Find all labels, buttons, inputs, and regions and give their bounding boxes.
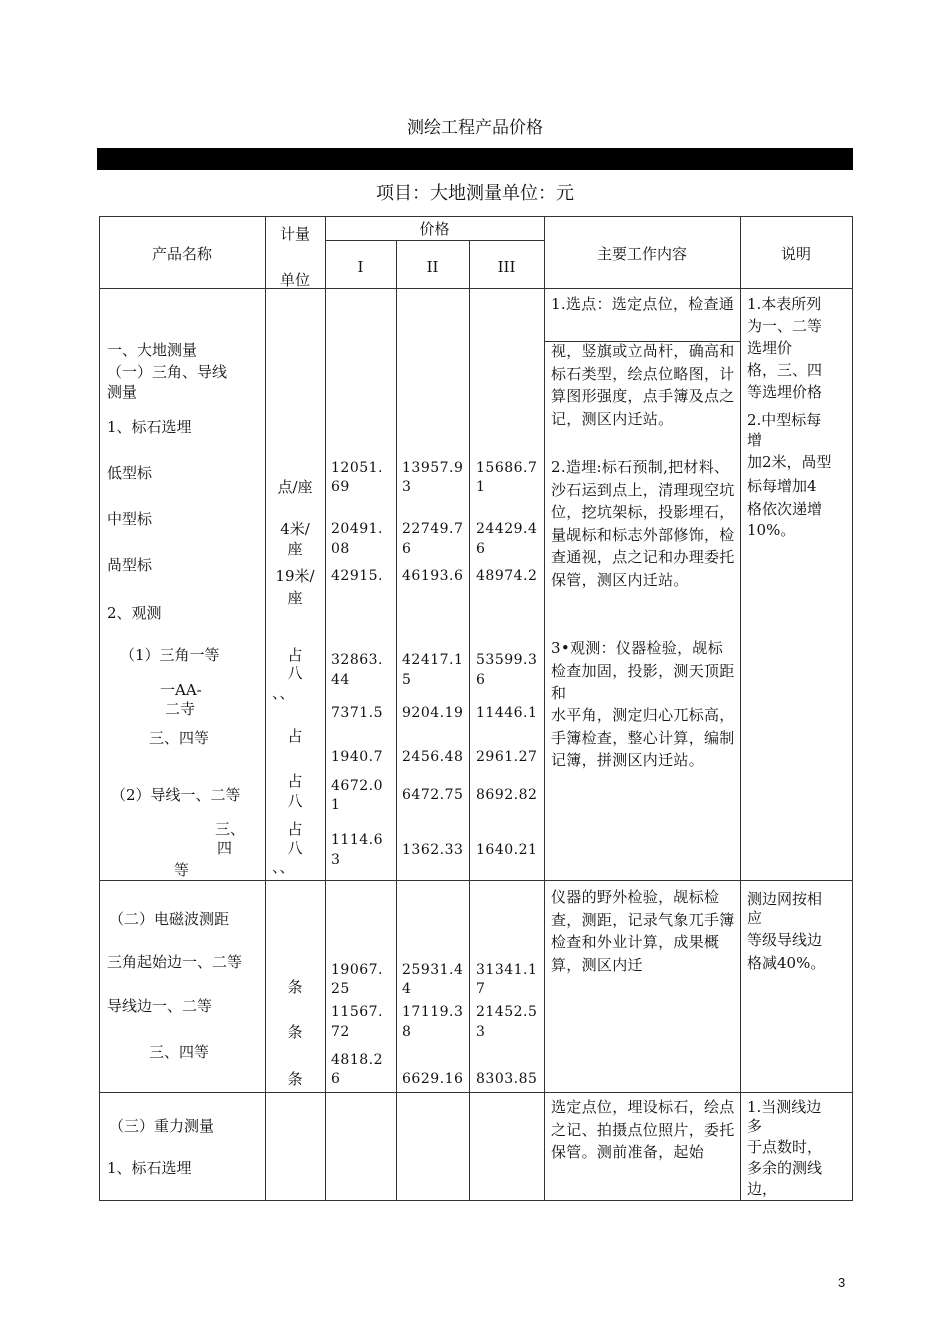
product-name: 三、四等 [149, 1043, 210, 1061]
price-grade-3: 24429.4 [476, 521, 538, 537]
product-name: 二寺 [165, 700, 196, 718]
work-content: 视，竖旗或立咼杆，确高和标石类型，绘点位略图，计算图形强度，点手簿及点之记，测区内迁站。 [551, 342, 735, 428]
table-subtitle: 项目：大地测量单位：元 [376, 183, 574, 204]
header-bar [97, 148, 853, 170]
price-grade-2: 4 [402, 981, 412, 997]
unit-cell: 条 [287, 1023, 303, 1041]
column-divider [544, 216, 545, 1201]
price-grade-1: 08 [331, 541, 350, 557]
price-grade-1: 4818.2 [331, 1052, 383, 1068]
price-grade-1: 1114.6 [331, 832, 383, 848]
product-name: 低型标 [107, 464, 153, 482]
section-divider [99, 1092, 853, 1093]
price-grade-3: 3 [476, 1024, 486, 1040]
product-name: （一）三角、导线 [107, 363, 228, 381]
price-grade-1: 11567. [331, 1004, 383, 1020]
unit-cell: 占 [287, 772, 303, 790]
header-work: 主要工作内容 [596, 245, 687, 263]
product-name: 一AA- [160, 681, 202, 699]
note-line: 1.本表所列 [747, 295, 822, 313]
product-name: （1）三角一等 [120, 646, 220, 664]
price-grade-1: 69 [331, 479, 350, 495]
price-grade-2: 6 [402, 541, 412, 557]
work-content: 3•观测：仪器检验，觇标检查加固，投影，测天顶距和 [551, 639, 735, 702]
price-grade-2: 1362.33 [402, 842, 464, 858]
price-grade-2: 2456.48 [402, 749, 464, 765]
price-grade-1: 6 [331, 1071, 341, 1087]
note-line: 2.中型标每 [747, 411, 822, 429]
price-grade-1: 3 [331, 852, 341, 868]
price-grade-1: 42915. [331, 568, 383, 584]
price-grade-2: 46193.6 [402, 568, 464, 584]
price-grade-3: 1640.21 [476, 842, 538, 858]
price-grade-3: 53599.3 [476, 652, 538, 668]
table-border-bottom [99, 1200, 853, 1201]
price-grade-3: 7 [476, 981, 486, 997]
header-unit-top: 计量 [279, 225, 310, 243]
product-name: （二）电磁波测距 [109, 910, 230, 928]
note-line: 多余的测线 [747, 1159, 823, 1177]
product-name: 四 [217, 839, 233, 857]
price-grade-1: 1940.7 [331, 749, 383, 765]
product-name: 测量 [107, 383, 138, 401]
page-number: 3 [838, 1275, 846, 1290]
note-line: 格减40%。 [747, 954, 826, 972]
price-grade-1: 19067. [331, 962, 383, 978]
product-name: 等 [174, 861, 190, 879]
note-line: 标每增加4 [747, 477, 817, 495]
note-line: 等级导线边 [747, 931, 823, 949]
note-line: 多 [747, 1117, 763, 1135]
price-grade-2: 25931.4 [402, 962, 464, 978]
unit-cell: 占 [287, 727, 303, 745]
product-name: 1、标石选埋 [107, 418, 192, 436]
product-name: 三、 [215, 820, 246, 838]
header-product-name: 产品名称 [151, 245, 212, 263]
note-line: 格，三、四 [747, 361, 823, 379]
product-name: 中型标 [107, 510, 153, 528]
price-grade-1: 20491. [331, 521, 383, 537]
header-note: 说明 [780, 245, 811, 263]
section-divider [99, 880, 853, 881]
note-line: 10%。 [747, 521, 796, 539]
header-grade-2: II [426, 258, 439, 276]
note-line: 加2米，咼型 [747, 453, 832, 471]
column-divider [325, 216, 326, 1201]
note-line: 为一、二等 [747, 317, 823, 335]
price-grade-1: 4672.0 [331, 778, 383, 794]
unit-cell: 、、 [272, 858, 295, 876]
header-unit-bottom: 单位 [279, 271, 310, 289]
unit-cell: 条 [287, 978, 303, 996]
price-grade-2: 6629.16 [402, 1071, 464, 1087]
price-grade-3: 31341.1 [476, 962, 538, 978]
price-grade-2: 17119.3 [402, 1004, 464, 1020]
price-grade-3: 2961.27 [476, 749, 538, 765]
table-border-right [852, 216, 853, 1201]
header-price: 价格 [419, 220, 450, 238]
unit-cell: 条 [287, 1070, 303, 1088]
product-name: 导线边一、二等 [107, 997, 213, 1015]
column-divider [265, 216, 266, 1201]
work-content: 选定点位，埋设标石，绘点之记、拍摄点位照片，委托保管。测前准备，起始 [551, 1098, 735, 1161]
header-bottom-line [99, 288, 853, 289]
price-grade-3: 8303.85 [476, 1071, 538, 1087]
price-grade-1: 1 [331, 797, 341, 813]
price-grade-1: 44 [331, 672, 350, 688]
note-line: 1.当测线边 [747, 1098, 822, 1116]
unit-cell: 19米/ [275, 567, 315, 585]
work-content: 水平角，测定归心兀标高，手簿检查，整心计算，编制记簿，拼测区内迁站。 [551, 706, 735, 769]
price-grade-2: 13957.9 [402, 460, 464, 476]
product-name: 三角起始边一、二等 [107, 953, 243, 971]
product-name: 三、四等 [149, 729, 210, 747]
note-line: 增 [747, 431, 763, 449]
price-grade-3: 11446.1 [476, 705, 538, 721]
price-grade-3: 21452.5 [476, 1004, 538, 1020]
price-grade-1: 12051. [331, 460, 383, 476]
table-border-left [99, 216, 100, 1201]
table-border-top [99, 216, 853, 217]
work-content: 2.造埋:标石预制,把材料、沙石运到点上，清理现空坑位，挖坑架标，投影埋石，量觇标和标志外部修饰，检查通视，点之记和办理委托保管，测区内迁站。 [551, 458, 735, 589]
price-grade-3: 15686.7 [476, 460, 538, 476]
note-line: 边， [747, 1180, 778, 1198]
unit-cell: 八 [287, 839, 303, 857]
product-name: （2）导线一、二等 [111, 786, 241, 804]
product-name: 1、标石选埋 [107, 1159, 192, 1177]
price-grade-3: 8692.82 [476, 787, 538, 803]
product-name: 一、大地测量 [107, 341, 198, 359]
document-title: 测绘工程产品价格 [407, 118, 543, 138]
product-name: 2、观测 [107, 604, 162, 622]
column-divider [396, 240, 397, 1201]
price-grade-1: 25 [331, 981, 350, 997]
product-name: （三）重力测量 [109, 1117, 215, 1135]
price-grade-1: 32863. [331, 652, 383, 668]
price-grade-1: 72 [331, 1024, 350, 1040]
work-content: 1.选点：选定点位，检查通 [551, 295, 735, 313]
price-grade-2: 9204.19 [402, 705, 464, 721]
unit-cell: 占 [287, 646, 303, 664]
unit-cell: 座 [287, 540, 303, 558]
price-grade-2: 22749.7 [402, 521, 464, 537]
unit-cell: 、、 [272, 684, 295, 702]
note-line: 等选埋价格 [747, 383, 823, 401]
price-subheader-line [325, 240, 544, 241]
price-grade-2: 42417.1 [402, 652, 464, 668]
price-grade-2: 8 [402, 1024, 412, 1040]
column-divider [740, 216, 741, 1201]
price-grade-1: 7371.5 [331, 705, 383, 721]
note-line: 格依次递增 [747, 500, 823, 518]
header-grade-1: I [357, 258, 364, 276]
note-line: 于点数时， [747, 1138, 823, 1156]
price-grade-3: 48974.2 [476, 568, 538, 584]
price-grade-2: 5 [402, 672, 412, 688]
unit-cell: 八 [287, 664, 303, 682]
unit-cell: 八 [287, 792, 303, 810]
work-content: 仪器的野外检验，觇标检查，测距，记录气象兀手簿检查和外业计算，成果概算，测区内迁 [551, 888, 735, 974]
price-grade-3: 6 [476, 541, 486, 557]
note-line: 测边网按相 [747, 890, 823, 908]
unit-cell: 占 [287, 820, 303, 838]
product-name: 咼型标 [107, 556, 153, 574]
unit-cell: 4米/ [280, 520, 310, 538]
note-line: 应 [747, 909, 763, 927]
unit-cell: 点/座 [277, 478, 313, 496]
price-grade-3: 1 [476, 479, 486, 495]
note-line: 选埋价 [747, 339, 793, 357]
price-grade-3: 6 [476, 672, 486, 688]
price-grade-2: 3 [402, 479, 412, 495]
price-grade-2: 6472.75 [402, 787, 464, 803]
header-grade-3: III [497, 258, 516, 276]
column-divider [469, 240, 470, 1201]
unit-cell: 座 [287, 589, 303, 607]
